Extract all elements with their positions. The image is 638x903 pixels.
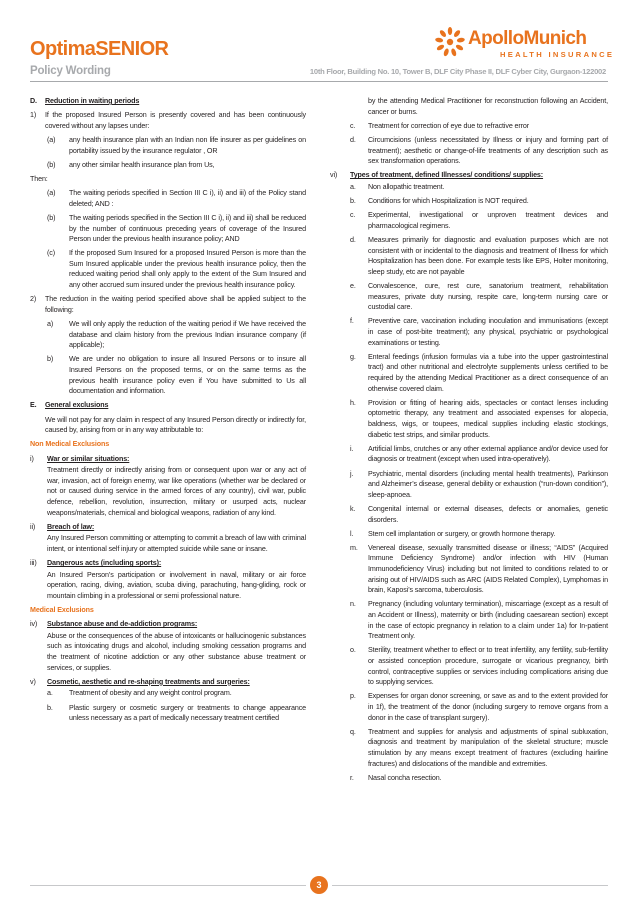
list-item: k. Congenital internal or external diseases, defects or anomalies, genetic disorders. — [350, 504, 608, 524]
exclusion-i-heading: i) War or similar situations: — [30, 454, 130, 463]
list-item: r. Nasal concha resection. — [350, 773, 442, 782]
list-item: b. Conditions for which Hospitalization is NOT required. — [350, 197, 529, 206]
right-column — [330, 96, 608, 787]
page-number-badge: 3 — [310, 876, 328, 894]
list-item: f. Preventive care, vaccination including inoculation and immunisations (except in case of post-bite treatment); any physical, psychiatric or psychological examinations or testing. — [350, 317, 608, 347]
footer-divider-left — [30, 885, 306, 886]
exclusion-v-heading: v) Cosmetic, aesthetic and re-shaping treatments and surgeries: — [30, 677, 250, 686]
exclusion-ii-heading: ii) Breach of law: — [30, 522, 95, 531]
left-column — [30, 96, 306, 727]
section-e-heading: E. General exclusions — [30, 401, 109, 410]
non-medical-exclusions-heading: Non Medical Exclusions — [30, 440, 110, 449]
exclusion-iv-heading: iv) Substance abuse and de-addiction programs: — [30, 620, 198, 629]
list-item: m. Venereal disease, sexually transmitted disease or illness; “AIDS” (Acquired Immune Deficiency Syndrome) and/or infection with HIV (Human Immunodeficiency Virus) including but not limited to conditions related to or arising out of HIV/AIDS such as ARC (AIDS Related Complex), Lymphomas in brain, Kaposi’s sarcoma, tuberculosis. — [350, 543, 608, 595]
clause-d2: 2) The reduction in the waiting period specified above shall be applied subject to the following: — [30, 295, 306, 314]
document-title: OptimaSENIOR — [30, 38, 169, 60]
exclusion-i-text: Treatment directly or indirectly arising from or consequent upon war or any act of war, invasion, act of foreign enemy, war like operations (whether war be declared or not or caused during service in the armed forces of any country), civil war, public defence, rebellion, revolution, insurrection, military or usurped acts, nuclear weapons/materials, chemical and biological weapons, radiation of any kind. — [47, 466, 306, 517]
clause-d2b: b) We are under no obligation to insure all Insured Persons or to insure all Insured Persons on the proposed terms, or on the same terms as the previous health insurance policy even if You have submitted to Us all documentation and information. — [47, 355, 306, 396]
list-item: i. Artificial limbs, crutches or any other external appliance and/or device used for diagnosis or treatment (except when used intra-operatively). — [350, 444, 608, 464]
list-item: h. Provision or fitting of hearing aids, spectacles or contact lenses including optometric therapy, any treatment and associated expenses for alopecia, baldness, wigs, or toupees, medical supplies including elastic stockings, diabetic test strips, and similar products. — [350, 398, 608, 439]
clause-d1a: (a) any health insurance plan with an Indian non life insurer as per guidelines on portability issued by the insurance regulator , OR — [47, 135, 306, 155]
list-item: d. Measures primarily for diagnostic and evaluation purposes which are not consistent with or incidental to the diagnosis and treatment of Illness for which Hospitalization has been done. For example tests like EPS, Holter monitoring, sleep study, etc are not payable — [350, 236, 608, 276]
logo-tagline: HEALTH INSURANCE — [500, 50, 615, 59]
clause-d2a: a) We will only apply the reduction of the waiting period if We have received the database and claim history from the previous Indian insurance company (if applicable); — [47, 320, 306, 350]
exclusion-v-d: d. Circumcisions (unless necessitated by Illness or injury and forming part of treatment); aesthetic or change-of-life treatments of any description such as sex transformation operations. — [350, 135, 608, 166]
exclusion-iii-text: An Insured Person’s participation or involvement in naval, military or air force operation, racing, diving, aviation, scuba diving, parachuting, hang-gliding, rock or mountain climbing in a professional or semi professional nature. — [47, 570, 306, 600]
clause-then-b: (b) The waiting periods specified in the Section III C i), ii) and iii) shall be reduced by the number of continuous preceding years of coverage of the Insured Person under the previous health insurance policy; AND — [47, 213, 306, 244]
list-item: l. Stem cell implantation or surgery, or growth hormone therapy. — [350, 529, 556, 538]
list-item: p. Expenses for organ donor screening, or save as and to the extent provided for in 1f), the treatment of the donor (including surgery to remove organs from a donor in the case of transplant surgery). — [350, 692, 608, 722]
sunburst-logo-icon — [430, 20, 466, 60]
clause-d1b: (b) any other similar health insurance plan from Us, — [47, 160, 215, 169]
clause-then-c: (c) If the proposed Sum Insured for a proposed Insured Person is more than the Sum Insured applicable under the previous health insurance policy, then the reduced waiting period shall only apply to the extent of the Sum Insured and any other accrued sum insured under the previous health insurance policy. — [47, 249, 306, 290]
list-item: e. Convalescence, cure, rest cure, sanatorium treatment, rehabilitation measures, private duty nursing, respite care, long-term nursing care or custodial care. — [350, 282, 608, 312]
list-item: n. Pregnancy (including voluntary termination), miscarriage (except as a result of an Accident or Illness), maternity or birth (including caesarean section) except in the case of ectopic pregnancy in relation to a claim under 1a) for In-patient Treatment only. — [350, 600, 608, 641]
section-e-text: We will not pay for any claim in respect of any Insured Person directly or indirectly for, caused by, arising from or in any way attributable to: — [45, 415, 306, 435]
footer-divider-right — [332, 885, 608, 886]
exclusion-iv-text: Abuse or the consequences of the abuse of intoxicants or hallucinogenic substances such as intoxicating drugs and alcohol, including smoking cessation programs and the treatment of nicotine addiction or any other substance abuse treatment or services, or supplies. — [47, 631, 306, 672]
logo-wordmark: ApolloMunich — [468, 28, 587, 49]
company-address: 10th Floor, Building No. 10, Tower B, DLF City Phase II, DLF Cyber City, Gurgaon-122002 — [309, 67, 606, 76]
list-item: c. Experimental, investigational or unproven treatment devices and pharmacological regimens. — [350, 211, 608, 230]
exclusion-ii-text: Any Insured Person committing or attempting to commit a breach of law with criminal intent, or intentional self injury or attempted suicide while sane or insane. — [47, 534, 306, 553]
exclusion-v-a: a. Treatment of obesity and any weight control program. — [47, 689, 232, 698]
list-item: j. Psychiatric, mental disorders (including mental health treatments), Parkinson and Alzheimer’s disease, general debility or exhaustion (“run-down condition”), sleep-apnoea. — [350, 469, 608, 499]
medical-exclusions-heading: Medical Exclusions — [30, 606, 94, 615]
exclusion-vi-list — [330, 182, 608, 783]
document-subtitle: Policy Wording — [30, 65, 111, 77]
exclusion-v-b-continued: by the attending Medical Practitioner for reconstruction following an Accident, cancer or burns. — [368, 97, 608, 116]
clause-d1: 1) If the proposed Insured Person is presently covered and has been continuously covered without any lapses under: — [30, 111, 306, 130]
exclusion-vi-heading: vi) Types of treatment, defined Illnesses/ conditions/ supplies: — [330, 171, 544, 180]
list-item: o. Sterility, treatment whether to effect or to treat infertility, any fertility, sub-fertility or assisted conception procedure, surrogate or vicarious pregnancy, birth control, contraceptive supplies or services including complications arising due to supplying services. — [350, 646, 608, 687]
section-d-heading: D. Reduction in waiting periods — [30, 97, 140, 105]
header-divider — [30, 81, 608, 82]
list-item: a. Non allopathic treatment. — [350, 182, 445, 191]
list-item: q. Treatment and supplies for analysis and adjustments of spinal subluxation, diagnosis and treatment by manipulation of the skeletal structure; muscle stimulation by any means except treatment of fractures (excluding hairline fractures) and dislocations of the mandible and extremities. — [350, 727, 608, 768]
list-item: g. Enteral feedings (infusion formulas via a tube into the upper gastrointestinal tract) and other nutritional and electrolyte supplements unless certified to be required by the attending Medical Practitioner as a direct consequence of an otherwise covered claim. — [350, 352, 608, 393]
exclusion-v-b: b. Plastic surgery or cosmetic surgery or treatments to change appearance unless necessary as a part of medically necessary treatment certified — [47, 703, 306, 723]
exclusion-iii-heading: iii) Dangerous acts (including sports): — [30, 559, 162, 568]
apollo-munich-logo — [430, 20, 615, 64]
then-label: Then: — [30, 174, 48, 183]
clause-then-a: (a) The waiting periods specified in Section III C i), ii) and iii) of the Policy stand deleted; AND : — [47, 189, 306, 208]
exclusion-v-c: c. Treatment for correction of eye due to refractive error — [350, 121, 530, 130]
